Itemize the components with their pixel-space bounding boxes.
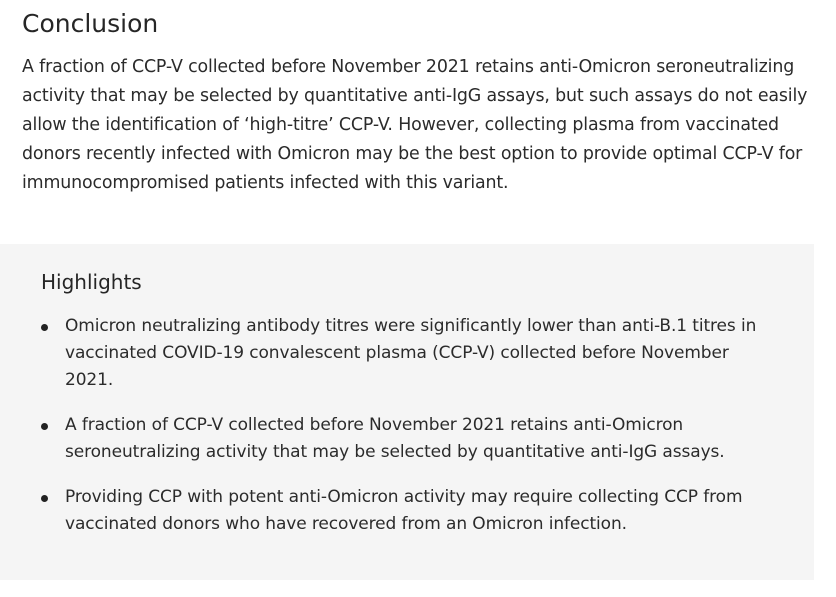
highlight-item-text: A fraction of CCP-V collected before November 2021 retains anti-Omicron seroneutralizing activity that may be selected by quantitative anti-IgG assays.: [65, 415, 725, 462]
highlights-list: [65, 313, 765, 556]
highlight-item: [65, 412, 765, 466]
conclusion-section: [22, 8, 822, 198]
highlights-box: [0, 244, 814, 580]
highlights-heading: Highlights: [41, 270, 142, 294]
conclusion-paragraph: A fraction of CCP-V collected before November 2021 retains anti-Omicron seroneutralizing activity that may be selected by quantitative anti-IgG assays, but such assays do not easily allow the identification of ‘high-titre’ CCP-V. However, collecting plasma from vaccinated donors recently infected with Omicron may be the best option to provide optimal CCP-V for immunocompromised patients infected with this variant.: [22, 57, 808, 193]
highlight-item: [65, 313, 765, 394]
bullet-icon: [41, 324, 48, 331]
highlight-item-text: Omicron neutralizing antibody titres were significantly lower than anti-B.1 titres in vaccinated COVID-19 convalescent plasma (CCP-V) collected before November 2021.: [65, 316, 757, 390]
highlight-item: [65, 484, 765, 538]
bullet-icon: [41, 495, 48, 502]
conclusion-heading: Conclusion: [22, 9, 159, 38]
bullet-icon: [41, 423, 48, 430]
highlight-item-text: Providing CCP with potent anti-Omicron activity may require collecting CCP from vaccinated donors who have recovered from an Omicron infection.: [65, 487, 743, 534]
